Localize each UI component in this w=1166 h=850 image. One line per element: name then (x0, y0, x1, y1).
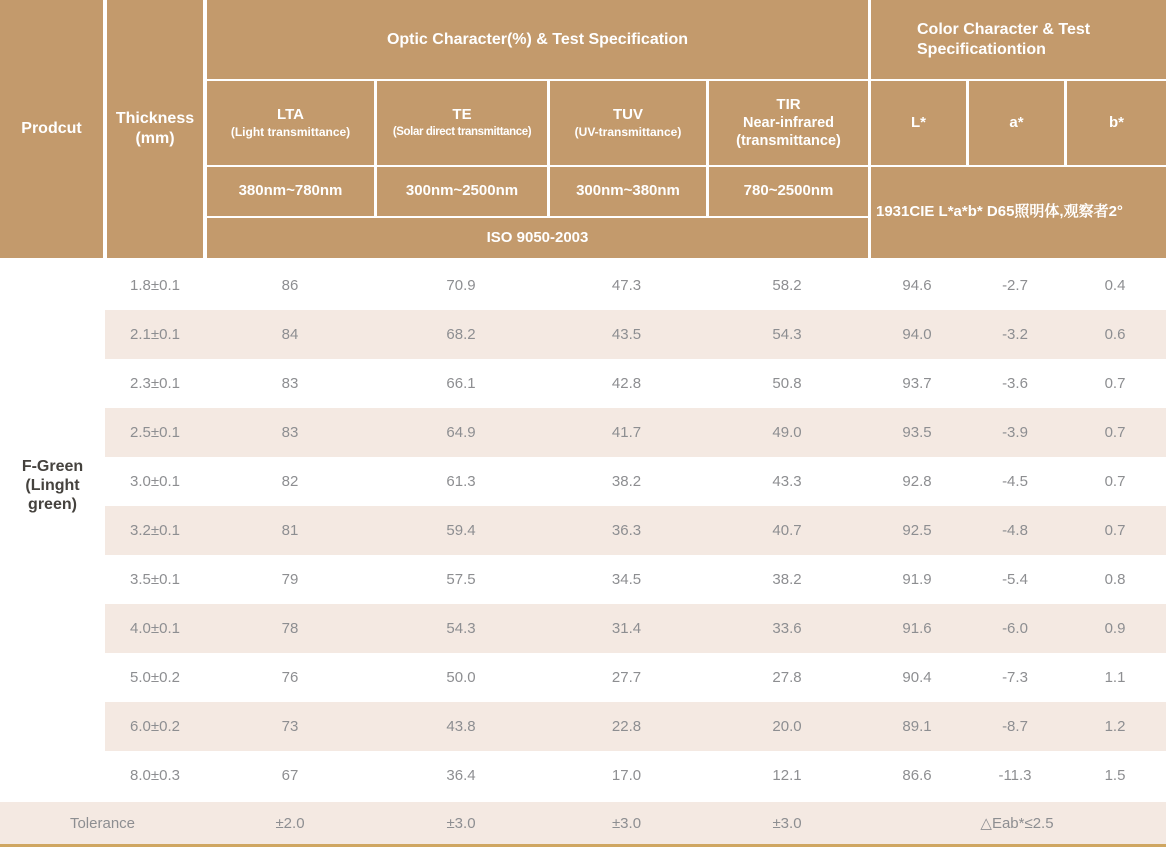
a-column-header: a* (969, 81, 1064, 165)
lta-cell: 73 (281, 718, 299, 735)
lta-cell: 86 (281, 277, 299, 294)
row-left-spacer (0, 261, 105, 310)
te-cell: 64.9 (446, 424, 476, 441)
te-column-header (377, 81, 547, 165)
table-row (0, 359, 1166, 408)
tuv-cell: 31.4 (611, 620, 642, 637)
tir-cell: 49.0 (772, 424, 802, 441)
l-cell: 90.4 (902, 669, 932, 686)
row-left-spacer (0, 408, 105, 457)
thickness-cell: 8.0±0.3 (130, 767, 180, 784)
thickness-header-line2: (mm) (135, 130, 175, 147)
a-cell: -4.8 (1002, 522, 1028, 539)
l-column-header: L* (871, 81, 966, 165)
color-group-line1: Color Character & Test (917, 20, 1091, 38)
thickness-cell: 6.0±0.2 (130, 718, 180, 735)
product-label-line1: F-Green (21, 458, 84, 475)
b-cell: 0.8 (1104, 571, 1126, 588)
a-cell: -5.4 (1002, 571, 1028, 588)
te-cell: 43.8 (446, 718, 476, 735)
l-cell: 89.1 (902, 718, 932, 735)
table-row (0, 604, 1166, 653)
row-left-spacer (0, 751, 105, 800)
tolerance-lta: ±2.0 (275, 814, 305, 832)
table-row (0, 310, 1166, 359)
lta-cell: 83 (281, 375, 299, 392)
tir-cell: 54.3 (772, 326, 802, 343)
thickness-cell: 1.8±0.1 (130, 277, 180, 294)
tir-cell: 58.2 (772, 277, 802, 294)
row-band (105, 359, 1166, 408)
tir-name: TIR (776, 95, 801, 113)
lta-cell: 83 (281, 424, 299, 441)
lta-cell: 84 (281, 326, 299, 343)
row-band (105, 457, 1166, 506)
tir-sub2: (transmittance) (736, 133, 841, 150)
row-band (105, 310, 1166, 359)
b-cell: 0.7 (1104, 375, 1126, 392)
b-cell: 0.4 (1104, 277, 1126, 294)
l-cell: 93.5 (902, 424, 932, 441)
table-row (0, 653, 1166, 702)
tir-cell: 33.6 (772, 620, 802, 637)
b-cell: 0.7 (1104, 473, 1126, 490)
table-body (0, 261, 1166, 800)
tolerance-eab: △Eab*≤2.5 (980, 815, 1054, 832)
a-cell: -3.2 (1002, 326, 1028, 343)
color-group-line2: Specificationtion (917, 40, 1046, 58)
row-band (105, 261, 1166, 310)
table-row (0, 261, 1166, 310)
tuv-cell: 17.0 (611, 767, 642, 784)
thickness-header-line1: Thickness (115, 110, 195, 127)
lta-range: 380nm~780nm (207, 167, 374, 216)
l-cell: 94.0 (902, 326, 932, 343)
b-cell: 1.5 (1104, 767, 1126, 784)
tolerance-label: Tolerance (69, 814, 136, 832)
tuv-range: 300nm~380nm (550, 167, 706, 216)
te-cell: 50.0 (446, 669, 476, 686)
lta-cell: 78 (281, 620, 299, 637)
tir-cell: 43.3 (772, 473, 802, 490)
row-band (105, 751, 1166, 800)
a-cell: -7.3 (1002, 669, 1028, 686)
row-band (105, 653, 1166, 702)
tir-cell: 38.2 (772, 571, 802, 588)
lta-column-header (207, 81, 374, 165)
l-cell: 91.9 (902, 571, 932, 588)
tuv-cell: 47.3 (611, 277, 642, 294)
row-left-spacer (0, 604, 105, 653)
b-cell: 1.1 (1104, 669, 1126, 686)
lta-sub: (Light transmittance) (230, 124, 351, 139)
l-cell: 93.7 (902, 375, 932, 392)
a-cell: -2.7 (1002, 277, 1028, 294)
cie-note: 1931CIE L*a*b* D65照明体,观察者2° (871, 167, 1166, 258)
lta-cell: 82 (281, 473, 299, 490)
te-cell: 70.9 (446, 277, 476, 294)
tuv-cell: 34.5 (611, 571, 642, 588)
tir-cell: 27.8 (772, 669, 802, 686)
product-label-line3: green) (28, 496, 77, 513)
row-band (105, 702, 1166, 751)
b-cell: 1.2 (1104, 718, 1126, 735)
lta-cell: 76 (281, 669, 299, 686)
table-header (0, 0, 1166, 258)
lta-cell: 67 (281, 767, 299, 784)
thickness-cell: 4.0±0.1 (130, 620, 180, 637)
b-cell: 0.7 (1104, 522, 1126, 539)
tolerance-tir: ±3.0 (772, 814, 802, 832)
te-sub: (Solar direct transmittance) (392, 126, 532, 139)
te-name: TE (452, 106, 472, 124)
tir-cell: 50.8 (772, 375, 802, 392)
product-header: Prodcut (0, 0, 103, 258)
te-cell: 57.5 (446, 571, 476, 588)
tuv-cell: 27.7 (611, 669, 642, 686)
tir-cell: 12.1 (772, 767, 802, 784)
rows-container (0, 261, 1166, 800)
b-cell: 0.7 (1104, 424, 1126, 441)
l-cell: 92.8 (902, 473, 932, 490)
tuv-cell: 38.2 (611, 473, 642, 490)
color-group-header (871, 0, 1166, 79)
row-left-spacer (0, 310, 105, 359)
tuv-cell: 41.7 (611, 424, 642, 441)
tuv-column-header (550, 81, 706, 165)
te-cell: 61.3 (446, 473, 476, 490)
product-label (0, 457, 105, 514)
lta-cell: 81 (281, 522, 299, 539)
tolerance-tuv: ±3.0 (611, 814, 642, 832)
l-cell: 91.6 (902, 620, 932, 637)
table-row (0, 702, 1166, 751)
l-cell: 94.6 (902, 277, 932, 294)
table-row (0, 408, 1166, 457)
a-cell: -6.0 (1002, 620, 1028, 637)
b-cell: 0.6 (1104, 326, 1126, 343)
tuv-cell: 36.3 (611, 522, 642, 539)
thickness-cell: 2.1±0.1 (130, 326, 180, 343)
row-left-spacer (0, 359, 105, 408)
row-left-spacer (0, 653, 105, 702)
tolerance-row (0, 802, 1166, 847)
a-cell: -8.7 (1002, 718, 1028, 735)
product-label-line2: (Linght (25, 477, 80, 494)
l-cell: 92.5 (902, 522, 932, 539)
a-cell: -4.5 (1002, 473, 1028, 490)
te-range: 300nm~2500nm (377, 167, 547, 216)
tir-range: 780~2500nm (709, 167, 868, 216)
iso-standard: ISO 9050-2003 (207, 218, 868, 258)
lta-name: LTA (277, 106, 304, 124)
b-cell: 0.9 (1104, 620, 1126, 637)
te-cell: 59.4 (446, 522, 476, 539)
row-band (105, 408, 1166, 457)
tuv-cell: 42.8 (611, 375, 642, 392)
a-cell: -11.3 (998, 767, 1032, 784)
table-row (0, 555, 1166, 604)
thickness-cell: 3.5±0.1 (130, 571, 180, 588)
tolerance-te: ±3.0 (446, 814, 476, 832)
te-cell: 66.1 (446, 375, 476, 392)
a-cell: -3.9 (1002, 424, 1028, 441)
l-cell: 86.6 (902, 767, 932, 784)
tuv-sub: (UV-transmittance) (574, 124, 682, 139)
te-cell: 68.2 (446, 326, 476, 343)
row-left-spacer (0, 702, 105, 751)
tuv-name: TUV (613, 106, 643, 124)
table-row (0, 457, 1166, 506)
tir-cell: 20.0 (772, 718, 802, 735)
lta-cell: 79 (281, 571, 299, 588)
tir-cell: 40.7 (772, 522, 802, 539)
table-row (0, 506, 1166, 555)
tuv-cell: 43.5 (611, 326, 642, 343)
thickness-cell: 2.3±0.1 (130, 375, 180, 392)
thickness-cell: 5.0±0.2 (130, 669, 180, 686)
a-cell: -3.6 (1002, 375, 1028, 392)
b-column-header: b* (1067, 81, 1166, 165)
te-cell: 36.4 (446, 767, 476, 784)
row-band (105, 555, 1166, 604)
row-band (105, 506, 1166, 555)
row-band (105, 604, 1166, 653)
table-row (0, 751, 1166, 800)
tir-sub: Near-infrared (742, 115, 835, 132)
optic-group-header: Optic Character(%) & Test Specification (207, 0, 868, 79)
tuv-cell: 22.8 (611, 718, 642, 735)
tir-column-header (709, 81, 868, 165)
te-cell: 54.3 (446, 620, 476, 637)
thickness-cell: 3.0±0.1 (130, 473, 180, 490)
thickness-cell: 2.5±0.1 (130, 424, 180, 441)
row-left-spacer (0, 555, 105, 604)
thickness-header (107, 0, 203, 258)
thickness-cell: 3.2±0.1 (130, 522, 180, 539)
